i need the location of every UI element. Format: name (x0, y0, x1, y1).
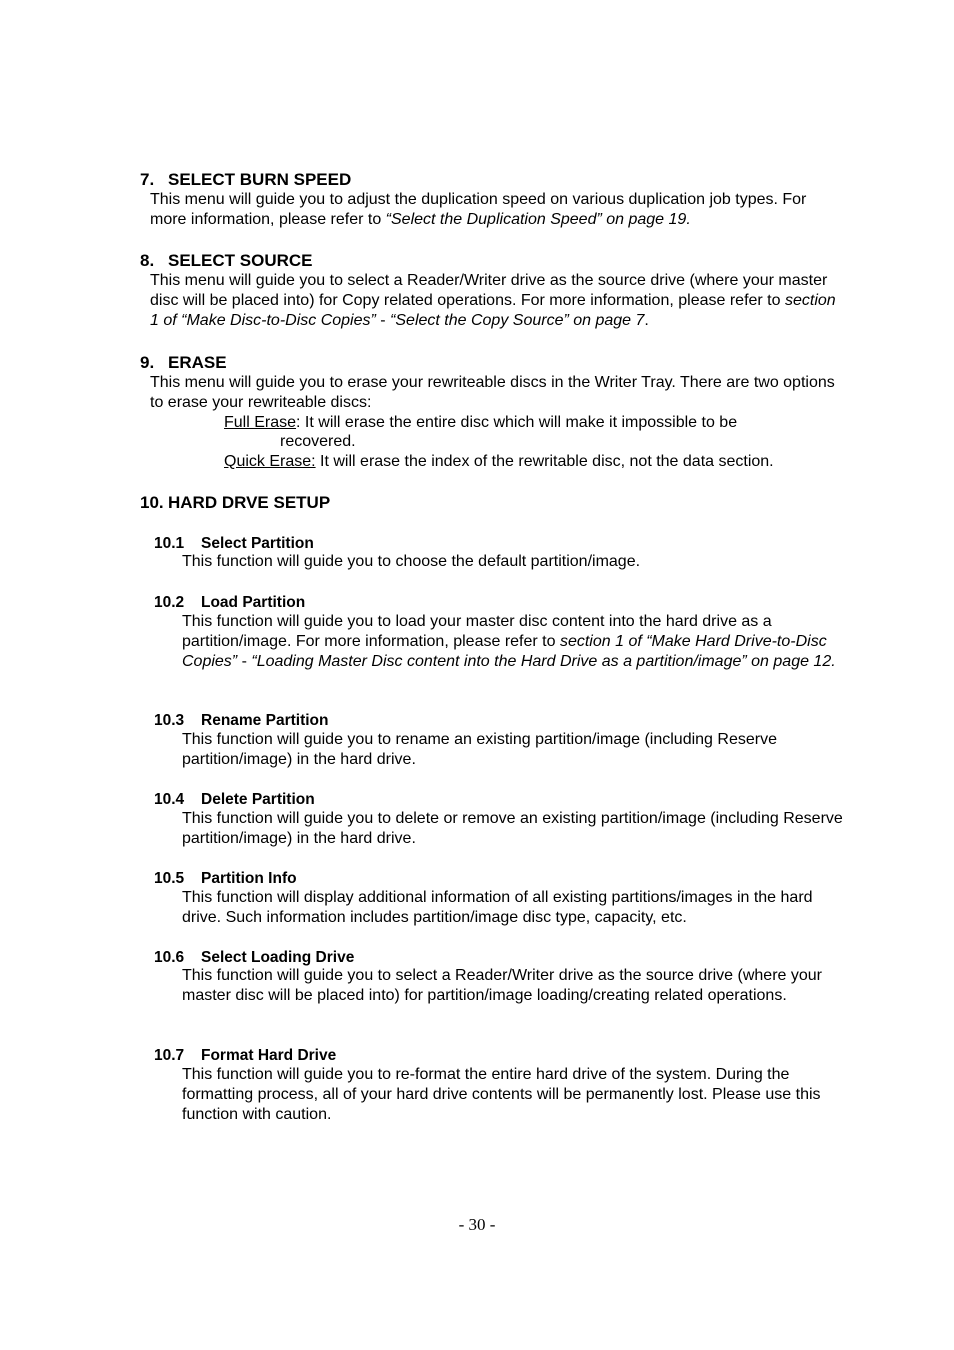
subsection-number: 10.3 (154, 712, 185, 729)
subsection-10-6-body: This function will guide you to select a Reader/Writer drive as the source drive (where your master disc will be placed into) for partition/image loading/creating related operations. (182, 967, 822, 1004)
subsection-title: Load Partition (201, 594, 306, 611)
cross-reference: section 1 of “Make Hard Drive-to-Disc Copies” (182, 632, 827, 670)
subsection-10-3-heading (154, 711, 328, 730)
body-text: This menu will guide you to select a Reader/Writer drive as the source drive (where your master disc will be placed into) for Copy related operations. For more information, please refer to (150, 272, 828, 309)
subsection-number: 10.7 (154, 1047, 185, 1064)
separator: - (375, 311, 391, 329)
body-text: This menu will guide you to erase your rewriteable discs in the Writer Tray. There are two options to erase your rewriteable discs: (150, 374, 835, 411)
body-text: This menu will guide you to adjust the duplication speed on various duplication job types. For more information, please refer to (150, 191, 807, 228)
subsection-title: Select Partition (201, 535, 314, 552)
subsection-number: 10.6 (154, 949, 185, 966)
page-number: - 30 - (458, 1215, 496, 1234)
section-9-heading (140, 353, 227, 373)
section-7-heading (140, 170, 351, 190)
subsection-number: 10.2 (154, 594, 185, 611)
section-number: 7. (140, 170, 155, 189)
cross-reference: “Loading Master Disc content into the Hard Drive as a partition/image” on page 12. (251, 652, 836, 670)
section-title: SELECT BURN SPEED (168, 170, 352, 189)
section-8-body (150, 271, 840, 330)
full-erase-label: Full Erase (224, 414, 297, 431)
subsection-title: Delete Partition (201, 791, 315, 808)
subsection-number: 10.1 (154, 535, 185, 552)
cross-reference: “Select the Copy Source” on page 7 (390, 311, 645, 329)
body-text: This function will guide you to load your master disc content into the hard drive as a partition/image. For more information, please refer to (182, 613, 772, 650)
cross-reference: “Select the Duplication Speed” on page 19. (385, 210, 691, 228)
subsection-10-5-heading (154, 869, 297, 888)
subsection-10-7-body: This function will guide you to re-format the entire hard drive of the system. During the formatting process, all of your hard drive contents will be permanently lost. Please use this function with caution. (182, 1066, 821, 1123)
subsection-10-2-body (182, 612, 847, 671)
full-erase-text: : It will erase the entire disc which will make it impossible to be (296, 414, 738, 431)
quick-erase-option (224, 452, 834, 472)
cross-reference: section 1 of “Make Disc-to-Disc Copies” (150, 291, 836, 329)
body-end: . (644, 311, 649, 329)
section-number: 10. (140, 493, 164, 512)
subsection-title: Partition Info (201, 870, 297, 887)
section-8-heading (140, 251, 313, 271)
subsection-10-1-heading (154, 534, 314, 553)
section-title: SELECT SOURCE (168, 251, 313, 270)
section-10-heading (140, 493, 330, 513)
section-7-body (150, 190, 840, 230)
subsection-10-5-body: This function will display additional information of all existing partitions/images in the hard drive. Such information includes partition/image disc type, capacity, etc. (182, 889, 813, 926)
section-title: ERASE (168, 353, 227, 372)
quick-erase-label: Quick Erase: (224, 453, 316, 470)
section-number: 9. (140, 353, 155, 372)
separator: - (237, 652, 252, 670)
full-erase-continuation: recovered. (280, 433, 356, 450)
subsection-title: Rename Partition (201, 712, 329, 729)
subsection-10-3-body: This function will guide you to rename an existing partition/image (including Reserve partition/image) in the hard drive. (182, 731, 777, 768)
subsection-number: 10.4 (154, 791, 185, 808)
subsection-10-4-body: This function will guide you to delete or remove an existing partition/image (including Reserve partition/image) in the hard drive. (182, 810, 843, 847)
subsection-10-4-heading (154, 790, 315, 809)
subsection-10-6-heading (154, 948, 354, 967)
section-number: 8. (140, 251, 155, 270)
quick-erase-text: It will erase the index of the rewritable disc, not the data section. (315, 453, 774, 470)
section-9-body (150, 373, 840, 413)
subsection-number: 10.5 (154, 870, 185, 887)
full-erase-option (224, 413, 834, 433)
section-title: HARD DRVE SETUP (168, 493, 331, 512)
subsection-10-1-body: This function will guide you to choose the default partition/image. (182, 553, 641, 570)
subsection-10-7-heading (154, 1046, 336, 1065)
subsection-10-2-heading (154, 593, 305, 612)
subsection-title: Format Hard Drive (201, 1047, 337, 1064)
subsection-title: Select Loading Drive (201, 949, 355, 966)
